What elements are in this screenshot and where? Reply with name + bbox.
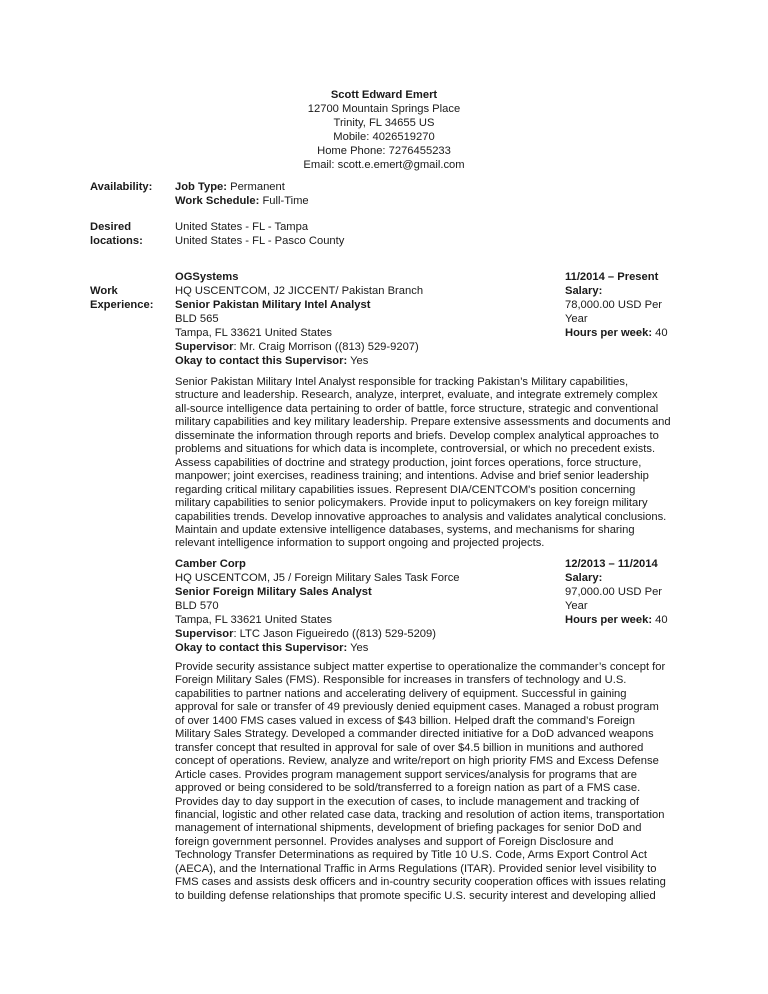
desired-locations-label	[90, 220, 143, 248]
desired-label-line2: locations:	[90, 235, 143, 247]
job-location: Tampa, FL 33621 United States	[175, 614, 332, 626]
description-line: manpower; joint exercises, readiness training; and intentions. Advise and brief senior leadership	[175, 470, 649, 483]
description-line: capabilities trends. Develop innovative approaches to analysis and validates analytical conclusions.	[175, 510, 667, 523]
description-line: problems and situations for which data is incomplete, controversial, or which no precedent exists.	[175, 443, 656, 456]
job-details-ogsystems	[565, 270, 755, 340]
job-details-camber	[565, 557, 755, 627]
description-line: military capabilities and key military leadership. Prepare extensive assessments and documents and	[175, 416, 671, 429]
description-line: capabilities to partner nations and accelerating delivery of equipment. Successful in gaining	[175, 687, 627, 700]
job-location: Tampa, FL 33621 United States	[175, 327, 332, 339]
company-name: OGSystems	[175, 271, 239, 283]
mobile-phone: Mobile: 4026519270	[333, 131, 435, 143]
work-schedule-value: Full-Time	[262, 195, 309, 207]
hours-row	[565, 326, 755, 340]
hours-label: Hours per week:	[565, 327, 653, 339]
description-line: relevant intelligence information to support ongoing and projected projects.	[175, 537, 545, 550]
description-line: FMS cases and assists desk officers and in-country security cooperation offices with issues relating	[175, 876, 666, 889]
email-address: Email: scott.e.emert@gmail.com	[303, 159, 465, 171]
availability-section	[175, 180, 309, 208]
job-unit: HQ USCENTCOM, J2 JICCENT/ Pakistan Branch	[175, 285, 424, 297]
job-building: BLD 570	[175, 600, 219, 612]
salary-period: Year	[565, 600, 588, 612]
description-line: regarding critical military capabilities issues. Represent DIA/CENTCOM's position concerning	[175, 483, 636, 496]
description-line: Technology Transfer Determinations as required by Title 10 U.S. Code, Arms Export Control Act	[175, 849, 647, 862]
work-experience-label	[90, 284, 153, 312]
contact-label: Okay to contact this Supervisor:	[175, 642, 348, 654]
home-phone: Home Phone: 7276455233	[317, 145, 451, 157]
description-line: military capabilities to senior policymakers. Provide input to policymakers on key foreign military	[175, 497, 648, 510]
job-building: BLD 565	[175, 313, 219, 325]
description-line: structure and leadership. Research, analyze, interpret, evaluate, and integrate extremely complex	[175, 389, 658, 402]
job-entry-camber	[175, 557, 460, 655]
description-line: Article cases. Provides program management support services/analysis for programs that are	[175, 768, 637, 781]
description-line: all-source intelligence data pertaining to order of battle, force structure, strategic and conventional	[175, 402, 659, 415]
supervisor-row	[175, 340, 423, 354]
description-line: Provides day to day support in the execution of cases, to include management and tracking of	[175, 795, 639, 808]
job-unit: HQ USCENTCOM, J5 / Foreign Military Sales Task Force	[175, 572, 460, 584]
description-line: transfer concept that resulted in approval for sale of over $4.5 billion in munitions and authored	[175, 741, 644, 754]
supervisor-value: : LTC Jason Figueiredo ((813) 529-5209)	[233, 628, 436, 640]
job-type-label: Job Type:	[175, 181, 228, 193]
salary-label: Salary:	[565, 572, 603, 584]
location-item: United States - FL - Tampa	[175, 221, 309, 233]
supervisor-row	[175, 627, 460, 641]
hours-label: Hours per week:	[565, 614, 653, 626]
description-line: foreign government personnel. Provides analyses and support of Foreign Disclosure and	[175, 835, 614, 848]
job-entry-ogsystems	[175, 270, 423, 368]
desired-label-line1: Desired	[90, 221, 132, 233]
supervisor-value: : Mr. Craig Morrison ((813) 529-9207)	[233, 341, 419, 353]
description-line: approved or being considered to be sold/transferred to a foreign nation as part of a FMS case.	[175, 782, 641, 795]
contact-row	[175, 641, 460, 655]
company-name: Camber Corp	[175, 558, 246, 570]
availability-label: Availability:	[90, 181, 153, 193]
description-line: (AECA), and the International Traffic in Arms Regulations (ITAR). Provided senior level visibility to	[175, 862, 657, 875]
supervisor-label: Supervisor	[175, 341, 234, 353]
work-schedule-row	[175, 194, 309, 208]
job-type-value: Permanent	[230, 181, 285, 193]
job-dates: 11/2014 – Present	[565, 271, 659, 283]
hours-row	[565, 613, 755, 627]
description-line: Assess capabilities of doctrine and strategy production, joint forces operations, force structure,	[175, 456, 642, 469]
contact-header	[0, 88, 768, 172]
description-line: concept of operations. Review, analyze and write/report on high priority FMS and Excess Defense	[175, 755, 659, 768]
job-dates: 12/2013 – 11/2014	[565, 558, 658, 570]
job-title: Senior Foreign Military Sales Analyst	[175, 586, 372, 598]
description-line: Military Sales Strategy. Developed a commander directed initiative for a DoD advanced weapons	[175, 728, 654, 741]
description-line: of over 1400 FMS cases valued in excess of $43 billion. Helped draft the command’s Foreign	[175, 714, 635, 727]
work-label-line2: Experience:	[90, 299, 154, 311]
salary-period: Year	[565, 313, 588, 325]
location-item: United States - FL - Pasco County	[175, 235, 345, 247]
description-line: disseminate the information through reports and briefs. Develop complex analytical approaches to	[175, 429, 659, 442]
contact-value: Yes	[350, 642, 369, 654]
contact-label: Okay to contact this Supervisor:	[175, 355, 348, 367]
description-line: approval for sale or transfer of 49 previously denied equipment cases. Managed a robust program	[175, 701, 659, 714]
street-address: 12700 Mountain Springs Place	[307, 103, 461, 115]
hours-value: 40	[655, 327, 668, 339]
hours-value: 40	[655, 614, 668, 626]
job-title: Senior Pakistan Military Intel Analyst	[175, 299, 371, 311]
description-line: Senior Pakistan Military Intel Analyst responsible for tracking Pakistan’s Military capabilities,	[175, 376, 629, 388]
work-schedule-label: Work Schedule:	[175, 195, 260, 207]
description-line: management of international shipments, development of briefing packages for senior DoD and	[175, 822, 642, 835]
description-line: to building defense relationships that promote specific U.S. security interest and developing allied	[175, 889, 656, 902]
description-line: Foreign Military Sales (FMS). Responsible for increases in transfers of technology and U.S.	[175, 674, 627, 687]
work-label-line1: Work	[90, 285, 118, 297]
salary-label: Salary:	[565, 285, 603, 297]
description-line: financial, logistic and other related case data, tracking and resolution of action items, transportation	[175, 808, 665, 821]
description-line: Maintain and update extensive intelligence databases, systems, and mechanisms for sharing	[175, 523, 635, 536]
city-state-zip: Trinity, FL 34655 US	[333, 117, 435, 129]
contact-row	[175, 354, 423, 368]
salary-value: 78,000.00 USD Per	[565, 299, 663, 311]
supervisor-label: Supervisor	[175, 628, 234, 640]
job-description-ogsystems	[175, 376, 680, 551]
description-line: Provide security assistance subject matter expertise to operationalize the commander’s concept for	[175, 661, 666, 673]
contact-value: Yes	[350, 355, 369, 367]
applicant-name: Scott Edward Emert	[330, 89, 438, 101]
job-type-row	[175, 180, 309, 194]
job-description-camber	[175, 661, 680, 903]
salary-value: 97,000.00 USD Per	[565, 586, 663, 598]
desired-locations-list	[175, 220, 344, 248]
